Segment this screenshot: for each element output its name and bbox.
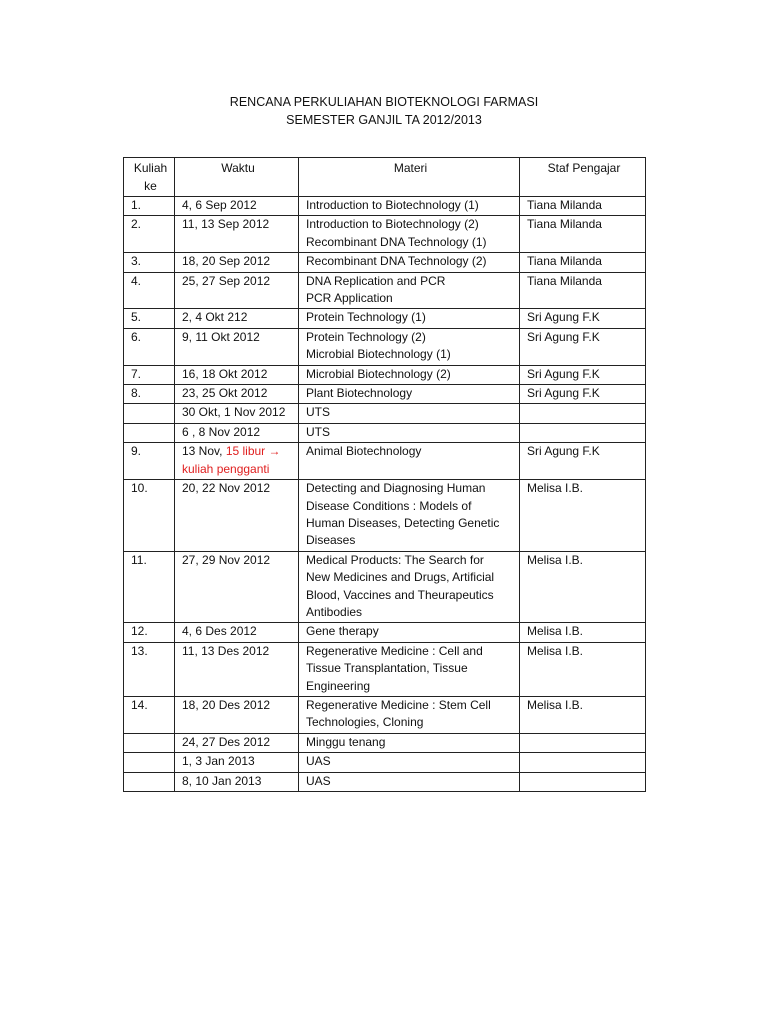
materi-line: UAS [306, 754, 331, 769]
cell-materi [299, 197, 520, 216]
cell-materi [299, 328, 520, 365]
cell-staf-pengajar: Sri Agung F.K [520, 365, 646, 384]
cell-kuliah-ke [124, 423, 175, 442]
cell-kuliah-ke: 1. [124, 197, 175, 216]
materi-line: Detecting and Diagnosing Human [306, 481, 486, 496]
materi-line: Introduction to Biotechnology (2) [306, 217, 479, 232]
table-row [124, 253, 646, 272]
cell-kuliah-ke: 12. [124, 623, 175, 642]
cell-kuliah-ke: 9. [124, 443, 175, 480]
cell-staf-pengajar: Melisa I.B. [520, 642, 646, 696]
cell-kuliah-ke: 14. [124, 696, 175, 733]
table-row [124, 696, 646, 733]
cell-staf-pengajar: Sri Agung F.K [520, 443, 646, 480]
cell-waktu: 24, 27 Des 2012 [175, 733, 299, 752]
header-kuliah-line2: ke [144, 179, 157, 193]
table-row [124, 642, 646, 696]
table-row [124, 385, 646, 404]
cell-staf-pengajar: Sri Agung F.K [520, 328, 646, 365]
cell-materi [299, 309, 520, 328]
materi-line: UTS [306, 405, 330, 420]
header-row [124, 158, 646, 197]
cell-materi [299, 365, 520, 384]
table-row [124, 753, 646, 772]
cell-waktu: 1, 3 Jan 2013 [175, 753, 299, 772]
cell-kuliah-ke: 10. [124, 480, 175, 552]
cell-materi [299, 753, 520, 772]
cell-waktu: 4, 6 Des 2012 [175, 623, 299, 642]
materi-line: Disease Conditions : Models of [306, 498, 472, 513]
cell-waktu: 11, 13 Des 2012 [175, 642, 299, 696]
materi-line: Microbial Biotechnology (2) [306, 366, 451, 381]
materi-line: Regenerative Medicine : Cell and [306, 643, 483, 658]
header-waktu: Waktu [175, 158, 299, 197]
table-row [124, 443, 646, 480]
cell-materi [299, 642, 520, 696]
cell-kuliah-ke [124, 753, 175, 772]
materi-line: Minggu tenang [306, 734, 386, 749]
materi-line: Tissue Transplantation, Tissue [306, 661, 468, 676]
table-row [124, 309, 646, 328]
document-title-line1: RENCANA PERKULIAHAN BIOTEKNOLOGI FARMASI [229, 95, 539, 109]
header-materi: Materi [299, 158, 520, 197]
cell-waktu: 27, 29 Nov 2012 [175, 551, 299, 623]
document-title-line2: SEMESTER GANJIL TA 2012/2013 [286, 113, 482, 127]
materi-line: Plant Biotechnology [306, 386, 413, 401]
cell-staf-pengajar: Tiana Milanda [520, 197, 646, 216]
materi-line: Recombinant DNA Technology (2) [306, 254, 487, 269]
table-row [124, 197, 646, 216]
materi-line: Protein Technology (2) [306, 329, 426, 344]
table-row [124, 423, 646, 442]
cell-waktu: 11, 13 Sep 2012 [175, 216, 299, 253]
cell-kuliah-ke: 13. [124, 642, 175, 696]
cell-waktu [175, 443, 299, 480]
cell-waktu: 8, 10 Jan 2013 [175, 772, 299, 791]
materi-line: DNA Replication and PCR [306, 273, 446, 288]
materi-line: Protein Technology (1) [306, 310, 426, 325]
cell-staf-pengajar [520, 733, 646, 752]
materi-line: Diseases [306, 533, 356, 548]
cell-materi [299, 216, 520, 253]
cell-staf-pengajar [520, 772, 646, 791]
materi-line: Animal Biotechnology [306, 444, 422, 459]
cell-waktu: 16, 18 Okt 2012 [175, 365, 299, 384]
cell-staf-pengajar [520, 404, 646, 423]
cell-waktu: 2, 4 Okt 212 [175, 309, 299, 328]
cell-materi [299, 623, 520, 642]
schedule-table [123, 157, 646, 792]
cell-staf-pengajar: Sri Agung F.K [520, 309, 646, 328]
table-row [124, 772, 646, 791]
materi-line: Recombinant DNA Technology (1) [306, 234, 487, 249]
table-row [124, 216, 646, 253]
materi-line: New Medicines and Drugs, Artificial [306, 570, 495, 585]
cell-waktu: 25, 27 Sep 2012 [175, 272, 299, 309]
cell-materi [299, 772, 520, 791]
cell-waktu: 20, 22 Nov 2012 [175, 480, 299, 552]
cell-waktu: 18, 20 Des 2012 [175, 696, 299, 733]
cell-kuliah-ke: 2. [124, 216, 175, 253]
cell-materi [299, 272, 520, 309]
cell-materi [299, 480, 520, 552]
cell-kuliah-ke: 11. [124, 551, 175, 623]
table-row [124, 551, 646, 623]
cell-staf-pengajar [520, 423, 646, 442]
materi-line: Medical Products: The Search for [306, 552, 484, 567]
cell-kuliah-ke: 7. [124, 365, 175, 384]
waktu-note-red: 15 libur → [225, 444, 281, 459]
materi-line: PCR Application [306, 291, 393, 306]
table-row [124, 272, 646, 309]
cell-materi [299, 253, 520, 272]
table-row [124, 480, 646, 552]
materi-line: Antibodies [306, 604, 363, 619]
cell-staf-pengajar: Tiana Milanda [520, 253, 646, 272]
waktu-note-red: kuliah pengganti [182, 461, 270, 476]
table-row [124, 733, 646, 752]
cell-waktu: 30 Okt, 1 Nov 2012 [175, 404, 299, 423]
materi-line: Human Diseases, Detecting Genetic [306, 515, 500, 530]
cell-materi [299, 551, 520, 623]
cell-materi [299, 385, 520, 404]
cell-staf-pengajar [520, 753, 646, 772]
table-row [124, 404, 646, 423]
cell-staf-pengajar: Tiana Milanda [520, 272, 646, 309]
cell-materi [299, 733, 520, 752]
header-staf: Staf Pengajar [520, 158, 646, 197]
materi-line: Engineering [306, 678, 371, 693]
header-kuliah [124, 158, 175, 197]
waktu-text: 13 Nov, [182, 444, 226, 459]
materi-line: Microbial Biotechnology (1) [306, 347, 451, 362]
materi-line: Technologies, Cloning [306, 715, 424, 730]
table-row [124, 623, 646, 642]
header-kuliah-line1: Kuliah [133, 161, 168, 175]
cell-kuliah-ke [124, 404, 175, 423]
cell-staf-pengajar: Melisa I.B. [520, 551, 646, 623]
cell-kuliah-ke [124, 733, 175, 752]
cell-kuliah-ke: 4. [124, 272, 175, 309]
cell-materi [299, 696, 520, 733]
cell-staf-pengajar: Sri Agung F.K [520, 385, 646, 404]
materi-line: UAS [306, 773, 331, 788]
cell-kuliah-ke: 8. [124, 385, 175, 404]
cell-waktu: 18, 20 Sep 2012 [175, 253, 299, 272]
cell-staf-pengajar: Melisa I.B. [520, 623, 646, 642]
cell-staf-pengajar: Tiana Milanda [520, 216, 646, 253]
cell-kuliah-ke [124, 772, 175, 791]
materi-line: Blood, Vaccines and Theurapeutics [306, 587, 494, 602]
schedule-body [124, 197, 646, 792]
materi-line: Regenerative Medicine : Stem Cell [306, 697, 491, 712]
cell-waktu: 6 , 8 Nov 2012 [175, 423, 299, 442]
cell-kuliah-ke: 6. [124, 328, 175, 365]
cell-staf-pengajar: Melisa I.B. [520, 696, 646, 733]
cell-staf-pengajar: Melisa I.B. [520, 480, 646, 552]
cell-kuliah-ke: 3. [124, 253, 175, 272]
cell-waktu: 23, 25 Okt 2012 [175, 385, 299, 404]
materi-line: UTS [306, 424, 330, 439]
materi-line: Introduction to Biotechnology (1) [306, 198, 479, 212]
cell-materi [299, 404, 520, 423]
cell-waktu: 9, 11 Okt 2012 [175, 328, 299, 365]
cell-materi [299, 443, 520, 480]
table-row [124, 365, 646, 384]
cell-waktu: 4, 6 Sep 2012 [175, 197, 299, 216]
table-row [124, 328, 646, 365]
cell-kuliah-ke: 5. [124, 309, 175, 328]
cell-materi [299, 423, 520, 442]
materi-line: Gene therapy [306, 624, 379, 639]
